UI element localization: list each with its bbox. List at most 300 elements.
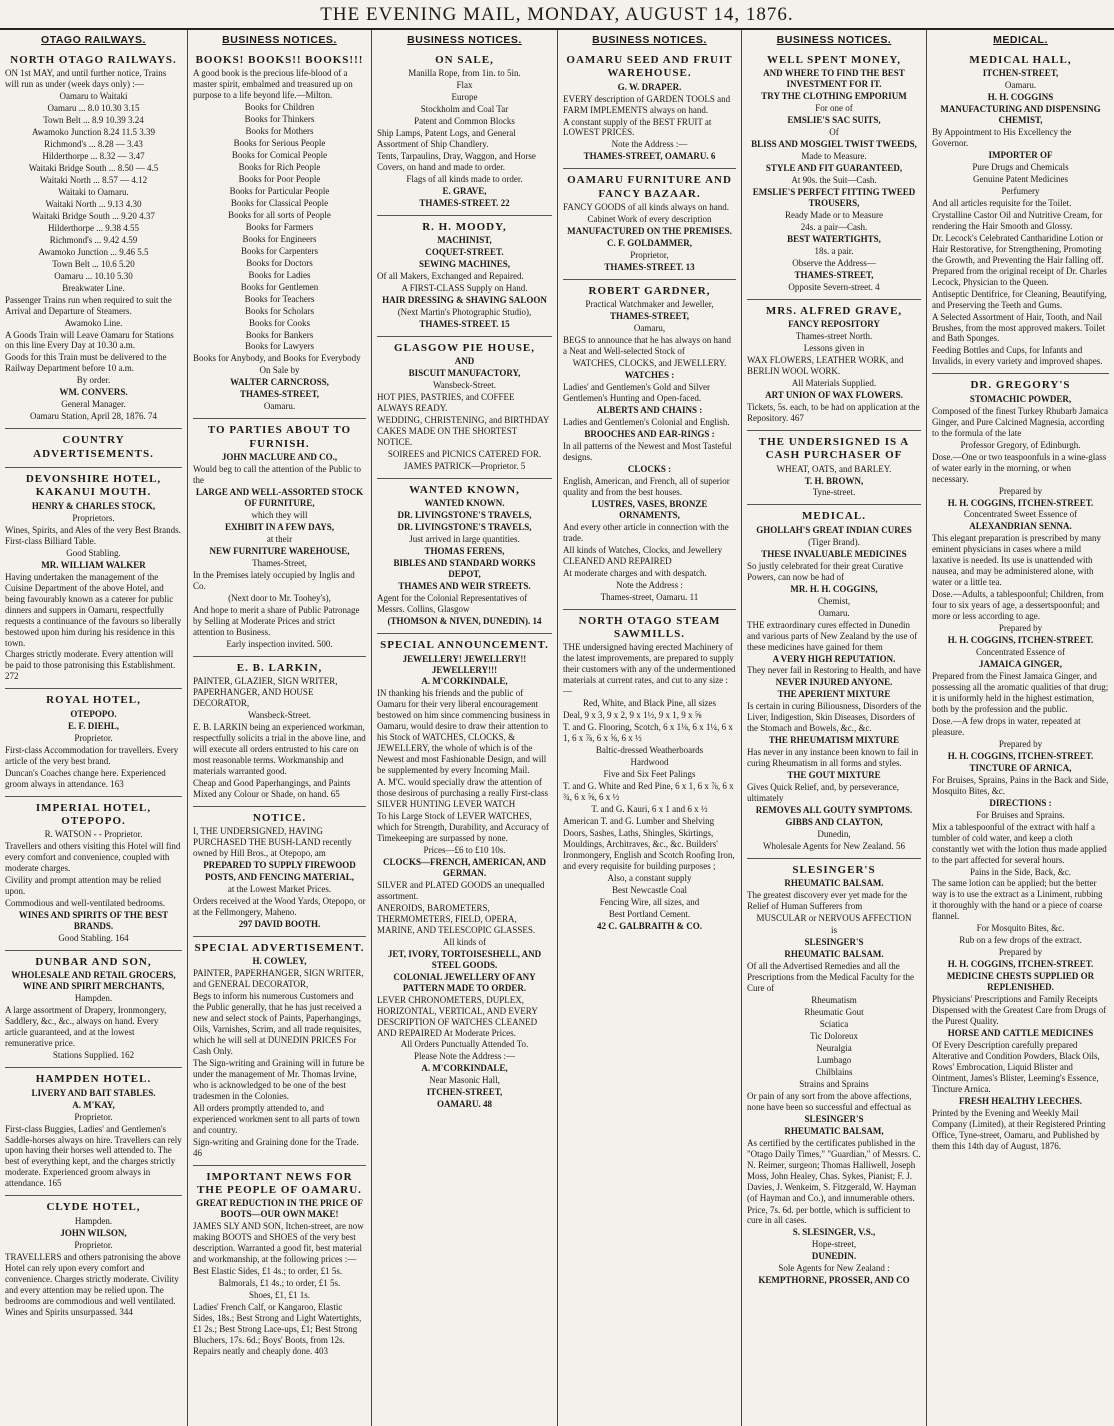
- ad-line: Proprietor.: [74, 1239, 113, 1250]
- ad-line: Civility and prompt attention may be relied upon.: [5, 875, 161, 897]
- ad-line: Books for Engineers: [242, 233, 317, 244]
- ad-line: THAMES-STREET. 22: [419, 197, 510, 208]
- ad-line: Sciatica: [819, 1019, 849, 1030]
- ad-line: Ladies and Gentlemen's Colonial and English.: [563, 417, 730, 428]
- ad-line: THAMES-STREET,: [609, 311, 690, 322]
- ad-line: Proprietor,: [630, 250, 669, 261]
- ad-line: MR. H. H. COGGINS,: [790, 583, 878, 594]
- ad-line: STYLE AND FIT GUARANTEED,: [765, 162, 903, 173]
- advertisement: [193, 419, 366, 656]
- ad-line: Town Belt ... 10.6 5.20: [52, 258, 135, 269]
- ad-line: Chilblains: [815, 1066, 853, 1077]
- ad-line: Neuralgia: [816, 1042, 852, 1053]
- ad-line: WATCHES, CLOCKS, and JEWELLERY.: [572, 358, 727, 369]
- ad-title: DUNBAR AND SON,: [35, 956, 152, 969]
- ad-line: Prepared by: [998, 738, 1043, 749]
- ad-line: By Appointment to His Excellency the Governor.: [932, 127, 1072, 149]
- advertisement: [747, 300, 921, 431]
- advertisement: [563, 169, 736, 280]
- ad-line: E. GRAVE,: [442, 185, 487, 196]
- ad-line: REMOVES ALL GOUTY SYMPTOMS.: [755, 805, 913, 816]
- ad-line: A FIRST-CLASS Supply on Hand.: [401, 283, 528, 294]
- ad-line: Books for Farmers: [245, 221, 314, 232]
- column-heading: BUSINESS NOTICES.: [592, 34, 707, 46]
- ad-title: ROBERT GARDNER,: [588, 285, 711, 298]
- ad-line: American T. and G. Lumber and Shelving: [563, 815, 715, 826]
- ad-line: at their: [266, 533, 293, 544]
- columns-container: [0, 30, 1114, 1426]
- ad-title: ON SALE,: [435, 53, 494, 66]
- ad-line: Waitaki North ... 8.57 — 4.12: [39, 174, 148, 185]
- advertisement: [5, 1068, 182, 1196]
- ad-line: Crystalline Castor Oil and Nutritive Cream, for rendering the Hair Smooth and Glossy.: [932, 209, 1103, 231]
- ad-line: Orders received at the Wood Yards, Otepopo, or at the Fellmongery, Maheno.: [193, 895, 366, 917]
- column-2: [188, 30, 372, 1426]
- ad-line: RHEUMATIC BALSAM,: [784, 1125, 884, 1136]
- ad-line: Made to Measure.: [801, 150, 867, 161]
- ad-line: Books for Classical People: [230, 197, 329, 208]
- ad-line: Perfumery: [1001, 185, 1040, 196]
- ad-line: T. H. BROWN,: [804, 475, 864, 486]
- ad-line: Hilderthorpe ... 8.32 — 3.47: [42, 150, 145, 161]
- ad-line: Europe: [451, 92, 478, 103]
- ad-line: is: [830, 925, 837, 936]
- ad-line: Books for Poor People: [238, 173, 321, 184]
- ad-line: Of all the Advertised Remedies and all the Prescriptions from the Medical Faculty for the Cure of: [747, 961, 914, 994]
- ad-line: HAIR DRESSING & SHAVING SALOON: [382, 295, 547, 306]
- ad-line: Proprietor.: [74, 732, 113, 743]
- ad-line: THAMES-STREET,: [239, 389, 320, 400]
- ad-line: A. M'CORKINDALE,: [421, 1063, 508, 1074]
- advertisement: [5, 951, 182, 1068]
- ad-line: T. and G. White and Red Pine, 6 x 1, 6 x ⅞, 6 x ¾, 6 x ⅝, 6 x ½: [563, 781, 734, 803]
- advertisement: [747, 859, 921, 1292]
- ad-line: (Next Martin's Photographic Studio),: [397, 307, 532, 318]
- ad-line: Wansbeck-Street.: [248, 709, 311, 720]
- ad-line: Pure Drugs and Chemicals: [972, 161, 1069, 172]
- column-1: [0, 30, 188, 1426]
- advertisement: [377, 337, 552, 479]
- ad-line: Rheumatism: [811, 995, 857, 1006]
- ad-line: RHEUMATIC BALSAM.: [784, 949, 884, 960]
- ad-line: EVERY description of GARDEN TOOLS and FARM IMPLEMENTS always on hand.: [563, 93, 731, 115]
- ad-line: Tyne-street.: [812, 487, 856, 498]
- advertisement: [563, 610, 736, 938]
- ad-line: Tic Doloreux: [810, 1030, 858, 1041]
- advertisement: [377, 634, 552, 1116]
- ad-line: Physicians' Prescriptions and Family Receipts Dispensed with the Greatest Care from Drugs of the Purest Quality.: [932, 994, 1107, 1027]
- ad-line: Oamaru.: [263, 401, 296, 412]
- ad-line: In all patterns of the Newest and Most Tasteful designs.: [563, 441, 732, 463]
- ad-line: IMPORTER OF: [988, 149, 1053, 160]
- ad-line: NEW FURNITURE WAREHOUSE,: [209, 545, 350, 556]
- ad-line: Cheap and Good Paperhangings, and Paints Mixed any Colour or Shade, on hand. 65: [193, 777, 351, 799]
- ad-line: Dose.—A few drops in water, repeated at pleasure.: [932, 715, 1081, 737]
- ad-line: GHOLLAH'S GREAT INDIAN CURES: [756, 524, 912, 535]
- ad-line: A. M'CORKINDALE,: [421, 676, 508, 687]
- ad-line: Please Note the Address :—: [414, 1051, 515, 1062]
- ad-line: JAMAICA GINGER,: [978, 659, 1062, 670]
- ad-line: THAMES-STREET,: [794, 269, 874, 280]
- ad-line: Balmorals, £1 4s.; to order, £1 5s.: [218, 1278, 341, 1289]
- advertisement: [377, 479, 552, 634]
- ad-line: Tickets, 5s. each, to be had on application at the Repository. 467: [747, 401, 920, 423]
- ad-line: Duncan's Coaches change here. Experienced groom always in attendance. 163: [5, 767, 166, 789]
- ad-line: Observe the Address—: [792, 257, 876, 268]
- column-heading: BUSINESS NOTICES.: [776, 34, 892, 46]
- ad-line: (Next door to Mr. Toohey's),: [228, 592, 331, 603]
- ad-line: At 90s. the Suit—Cash.: [791, 174, 877, 185]
- ad-line: WM. CONVERS.: [59, 387, 128, 398]
- ad-line: CLOCKS :: [627, 463, 672, 474]
- ad-line: MANUFACTURING AND DISPENSING CHEMIST,: [940, 104, 1101, 126]
- ad-line: ART UNION OF WAX FLOWERS.: [765, 389, 903, 400]
- ad-line: Best Elastic Sides, £1 4s.; to order, £1 5s.: [193, 1266, 343, 1277]
- ad-line: C. F. GOLDAMMER,: [607, 238, 692, 249]
- ad-line: Hilderthorpe ... 9.38 4.55: [48, 222, 139, 233]
- ad-title: SPECIAL ADVERTISEMENT.: [194, 941, 365, 954]
- ad-line: Fencing Wire, all sizes, and: [599, 896, 700, 907]
- ad-line: Sole Agents for New Zealand :: [778, 1263, 890, 1274]
- ad-line: TRAVELLERS and others patronising the above Hotel can rely upon every comfort and convenience. Charges strictly moderate. Civility and every attention may be relied upon. The bedrooms are commodious and well ventilated. Wines and Spirits unsurpassed. 344: [5, 1251, 181, 1317]
- ad-line: Prepared from the Finest Jamaica Ginger, and possessing all the aromatic qualities of that drug; it is uniformly held in the highest estimation, both by the profession and the public.: [932, 671, 1109, 714]
- ad-line: Deal, 9 x 3, 9 x 2, 9 x 1½, 9 x 1, 9 x ⅝: [563, 710, 702, 721]
- ad-line: Books for Carpenters: [241, 245, 318, 256]
- ad-line: All kinds of: [442, 936, 486, 947]
- ad-line: For one of: [815, 103, 853, 114]
- ad-line: KEMPTHORNE, PROSSER, AND CO: [758, 1275, 910, 1286]
- ad-line: EMSLIE'S PERFECT FITTING TWEED TROUSERS,: [752, 186, 916, 208]
- ad-title: IMPORTANT NEWS FOR THE PEOPLE OF OAMARU.: [197, 1170, 362, 1197]
- ad-line: COQUET-STREET.: [425, 247, 504, 258]
- ad-line: Early inspection invited. 500.: [226, 638, 333, 649]
- ad-line: THAMES-STREET. 15: [419, 319, 510, 330]
- ad-line: Books for Children: [244, 102, 315, 113]
- ad-line: Concentrated Sweet Essence of: [963, 509, 1078, 520]
- ad-line: Agent for the Colonial Representatives of Messrs. Collins, Glasgow: [377, 593, 528, 615]
- ad-line: Thames-street, Oamaru. 11: [600, 591, 699, 602]
- ad-line: Prepared by: [998, 947, 1043, 958]
- ad-line: Lumbago: [816, 1054, 852, 1065]
- ad-title: NORTH OTAGO RAILWAYS.: [10, 53, 177, 66]
- ad-line: G. W. DRAPER.: [617, 81, 682, 92]
- ad-line: Stations Supplied. 162: [52, 1050, 135, 1061]
- ad-line: Ladies' and Gentlemen's Gold and Silver Gentlemen's Hunting and Open-faced.: [563, 382, 710, 404]
- ad-line: Books for Teachers: [244, 293, 315, 304]
- ad-line: First-class Accommodation for travellers. Every article of the very best brand.: [5, 744, 179, 766]
- ad-line: OTEPOPO.: [70, 708, 117, 719]
- ad-line: which they will: [251, 509, 308, 520]
- ad-line: Goods for this Train must be delivered to the Railway Department before 10 a.m.: [5, 352, 167, 374]
- ad-line: Printed by the Evening and Weekly Mail Company (Limited), at their Registered Printing Office, Tyne-street, Oamaru, and Published by them this 14th day of August, 1876.: [932, 1107, 1106, 1151]
- advertisement: [5, 468, 182, 689]
- ad-line: And hope to merit a share of Public Patronage by Selling at Moderate Prices and strict attention to Business.: [193, 604, 360, 637]
- ad-line: Price, 7s. 6d. per bottle, which is sufficient to cure in all cases.: [747, 1204, 911, 1226]
- ad-title: WELL SPENT MONEY,: [766, 53, 902, 66]
- ad-line: Red, White, and Black Pine, all sizes: [582, 698, 717, 709]
- ad-line: MEDICINE CHESTS SUPPLIED OR REPLENISHED.: [946, 971, 1095, 993]
- ad-title: OAMARU FURNITURE AND FANCY BAZAAR.: [567, 174, 732, 200]
- ad-line: Near Masonic Hall,: [429, 1075, 500, 1086]
- ad-line: EXHIBIT IN A FEW DAYS,: [224, 521, 335, 532]
- ad-line: JEWELLERY! JEWELLERY!! JEWELLERY!!!: [402, 653, 527, 675]
- ad-line: ON 1st MAY, and until further notice, Trains will run as under (week days only) :—: [5, 68, 167, 90]
- ad-line: Of all Makers, Exchanged and Repaired.: [377, 271, 524, 282]
- ad-line: THAMES-STREET, OAMARU. 6: [583, 151, 716, 162]
- ad-line: By order.: [76, 375, 111, 386]
- ad-line: Books for all sorts of People: [228, 209, 331, 220]
- ad-line: H. H. COGGINS, ITCHEN-STREET.: [947, 497, 1094, 508]
- ad-title: NORTH OTAGO STEAM SAWMILLS.: [578, 614, 721, 641]
- ad-line: Waitaki Bridge South ... 9.20 4.37: [32, 210, 155, 221]
- ad-line: MR. WILLIAM WALKER: [41, 559, 146, 570]
- ad-line: H. H. COGGINS, ITCHEN-STREET.: [947, 959, 1094, 970]
- ad-line: A large assortment of Drapery, Ironmongery, Saddlery, &c., &c., always on hand. Every article guaranteed, and at the lowest remunerative price.: [5, 1005, 167, 1049]
- ad-line: The same lotion can be applied; but the better way is to use the extract as a Liniment, rubbing it thoroughly with the hand or a piece of coarse flannel.: [932, 878, 1103, 922]
- ad-line: THAMES-STREET. 13: [604, 262, 695, 273]
- ad-line: Note the Address :: [616, 579, 683, 590]
- ad-line: Awamoko Junction ... 9.46 5.5: [38, 246, 149, 257]
- ad-line: BEST WATERTIGHTS,: [787, 233, 881, 244]
- advertisement: [5, 429, 182, 468]
- advertisement: [377, 216, 552, 337]
- ad-line: ANEROIDS, BAROMETERS, THERMOMETERS, FIELD, OPERA, MARINE, AND TELESCOPIC GLASSES.: [377, 902, 536, 935]
- ad-line: Opposite Severn-street. 4: [788, 281, 880, 292]
- ad-line: Thames-Street,: [252, 557, 307, 568]
- ad-line: BISCUIT MANUFACTORY,: [408, 368, 521, 379]
- ad-title: WANTED KNOWN,: [409, 484, 520, 497]
- ad-title: ROYAL HOTEL,: [46, 694, 141, 707]
- ad-line: ALBERTS AND CHAINS :: [596, 405, 703, 416]
- ad-line: GREAT REDUCTION IN THE PRICE OF BOOTS—OUR OWN MAKE!: [196, 1198, 363, 1220]
- ad-line: STOMACHIC POWDER,: [969, 393, 1072, 404]
- advertisement: [377, 49, 552, 216]
- ad-line: PREPARED TO SUPPLY FIREWOOD: [203, 859, 356, 870]
- ad-line: Pains in the Side, Back, &c.: [970, 866, 1071, 877]
- ad-line: Books for Mothers: [245, 126, 314, 137]
- ad-line: So justly celebrated for their great Curative Powers, can now be had of: [747, 560, 903, 582]
- ad-line: SLESINGER'S: [804, 1113, 864, 1124]
- ad-line: I, THE UNDERSIGNED, HAVING PURCHASED THE BUSH-LAND recently owned by Hill Bros., at Otepopo, am: [193, 826, 352, 858]
- ad-line: Books for Lawyers: [245, 341, 314, 352]
- ad-line: Books for Bankers: [245, 329, 314, 340]
- ad-line: THOMAS FERENS,: [424, 546, 505, 557]
- ad-line: The Sign-writing and Graining will in future be under the management of Mr. Thomas Irvine, who is acknowledged to be one of the best tradesmen in the Colonies.: [193, 1057, 365, 1101]
- ad-line: 18s. a pair.: [814, 245, 854, 256]
- ad-line: Books for Ladies: [248, 269, 311, 280]
- ad-line: OAMARU. 48: [437, 1099, 492, 1110]
- ad-line: Baltic-dressed Weatherboards: [595, 745, 704, 756]
- ad-line: Proprietor.: [74, 1111, 113, 1122]
- ad-line: NEVER INJURED ANYONE.: [775, 677, 893, 688]
- advertisement: [932, 49, 1109, 375]
- column-3: [372, 30, 558, 1426]
- ad-line: (Tiger Brand).: [808, 536, 860, 547]
- ad-line: Mix a tablespoonful of the extract with half a tumbler of cold water, and keep a cloth constantly wet with the lotion thus made applied to the part affected for several hours.: [932, 821, 1107, 865]
- ad-line: GIBBS AND CLAYTON,: [785, 817, 883, 828]
- ad-line: DUNEDIN.: [811, 1251, 857, 1262]
- ad-line: Books for Particular People: [229, 185, 330, 196]
- ad-line: Also, a constant supply: [607, 872, 692, 883]
- advertisement: [563, 49, 736, 170]
- ad-line: Hope-street,: [811, 1239, 857, 1250]
- ad-line: Feeding Bottles and Cups, for Infants and Invalids, in every variety and improved shapes.: [932, 345, 1103, 367]
- ad-line: DR. LIVINGSTONE'S TRAVELS,: [397, 510, 532, 521]
- ad-line: Awamoko Junction 8.24 11.5 3.39: [31, 127, 156, 138]
- ad-line: THE RHEUMATISM MIXTURE: [768, 735, 900, 746]
- ad-title: THE UNDERSIGNED IS A CASH PURCHASER OF: [758, 435, 910, 462]
- ad-line: Wansbeck-Street.: [433, 380, 496, 391]
- ad-line: R. WATSON - - Proprietor.: [44, 829, 143, 840]
- ad-line: AND WHERE TO FIND THE BEST INVESTMENT FOR IT.: [763, 68, 905, 90]
- ad-line: Five and Six Feet Palings: [603, 769, 696, 780]
- ad-line: Oamaru.: [818, 607, 850, 618]
- ad-line: Oamaru,: [633, 323, 666, 334]
- ad-line: General Manager.: [61, 399, 126, 410]
- ad-line: THESE INVALUABLE MEDICINES: [761, 548, 907, 559]
- ad-line: Strains and Sprains: [799, 1078, 869, 1089]
- ad-line: JOHN MACLURE AND CO.,: [221, 452, 338, 463]
- ad-line: As certified by the certificates published in the "Otago Daily Times," "Guardian," of Messrs. C. N. Reimer, surgeon; Thomas Halliwell, Joseph Moss, John Healey, Chas. Sykes, Pianist; F. J. Davies, J. Wenkeim, S. Fitzgerald, W. Hayman (of Hayman and Co.), and innumerable others.: [747, 1137, 921, 1203]
- ad-line: LIVERY AND BAIT STABLES.: [31, 1087, 156, 1098]
- ad-line: SOIREES and PICNICS CATERED FOR.: [387, 449, 542, 460]
- ad-line: ALEXANDRIAN SENNA.: [969, 521, 1072, 532]
- ad-line: ITCHEN-STREET,: [426, 1087, 503, 1098]
- ad-line: JAMES PATRICK—Proprietor. 5: [403, 461, 526, 472]
- ad-line: Commodious and well-ventilated bedrooms.: [5, 898, 165, 909]
- ad-line: For Bruises, Sprains, Pains in the Back and Side, Mosquito Bites, &c.: [932, 774, 1109, 796]
- ad-line: PAINTER, PAPERHANGER, SIGN WRITER, and GENERAL DECORATOR,: [193, 968, 364, 990]
- ad-line: WATCHES :: [624, 370, 675, 381]
- ad-line: For Mosquito Bites, &c.: [976, 923, 1065, 934]
- ad-line: JOHN WILSON,: [60, 1227, 127, 1238]
- ad-line: Richmond's ... 9.42 4.59: [49, 234, 138, 245]
- ad-line: at the Lowest Market Prices.: [227, 883, 332, 894]
- ad-line: Hardwood: [630, 757, 669, 768]
- ad-line: Breakwater Line.: [62, 282, 125, 293]
- ad-line: Sign-writing and Graining done for the Trade. 46: [193, 1136, 359, 1158]
- ad-line: Dr. Lecock's Celebrated Cantharidine Lotion or Hair Restorative, for Strengthening, Promoting the Growth, and Preventing the Hair falling off. Prepared from the original receipt of Dr. Charles Lecock, Physician to the Queen.: [932, 232, 1107, 287]
- ad-line: On Sale by: [259, 365, 300, 376]
- advertisement: [563, 280, 736, 610]
- ad-line: Practical Watchmaker and Jeweller,: [585, 299, 714, 310]
- ad-line: Books for Gentlemen: [240, 281, 319, 292]
- ad-line: Travellers and others visiting this Hotel will find every comfort and convenience, coupled with moderate charges.: [5, 841, 181, 874]
- ad-line: For Bruises and Sprains.: [976, 809, 1065, 820]
- ad-line: In the Premises lately occupied by Inglis and Co.: [193, 569, 355, 591]
- ad-line: JET, IVORY, TORTOISESHELL, AND STEEL GOODS.: [387, 948, 542, 970]
- ad-line: WINES AND SPIRITS OF THE BEST BRANDS.: [18, 910, 169, 932]
- ad-title: MEDICAL HALL,: [969, 53, 1072, 66]
- ad-line: T. and G. Kauri, 6 x 1 and 6 x ½: [591, 803, 708, 814]
- advertisement: [193, 1166, 366, 1363]
- ad-line: All Orders Punctually Attended To.: [400, 1039, 529, 1050]
- ad-line: HOT PIES, PASTRIES, and COFFEE ALWAYS READY.: [377, 392, 515, 414]
- ad-line: Rub on a few drops of the extract.: [959, 935, 1082, 946]
- ad-line: Stockholm and Coal Tar: [420, 104, 509, 115]
- ad-line: Prices—£6 to £10 10s.: [423, 845, 506, 856]
- ad-line: Professor Gregory, of Edinburgh.: [960, 439, 1081, 450]
- ad-line: Passenger Trains run when required to suit the Arrival and Departure of Steamers.: [5, 294, 172, 316]
- advertisement: [5, 689, 182, 796]
- column-6: [927, 30, 1114, 1426]
- ad-line: Is certain in curing Biliousness, Disorders of the Liver, Indigestion, Skin Diseases, Disorders of the Stomach and Bowels, &c., &c.: [747, 701, 921, 734]
- ad-line: SEWING MACHINES,: [418, 259, 510, 270]
- ad-line: Ladies' French Calf, or Kangaroo, Elastic Sides, 18s.; Best Strong and Light Watertights, £1 2s.; Best Strong Lace-ups, £1; Best Strong Bluchers, 17s. 6d.; Boys' Boots, from 12s. Repairs neatly and cheaply done. 403: [193, 1302, 362, 1357]
- ad-line: At moderate charges and with despatch.: [563, 567, 707, 578]
- ad-line: Prepared by: [998, 623, 1043, 634]
- ad-line: Thames-street North.: [795, 330, 873, 341]
- ad-line: Awamoko Line.: [64, 317, 123, 328]
- ad-line: A Selected Assortment of Hair, Tooth, and Nail Brushes, from the most approved makers. Toilet and Bath Sponges.: [932, 311, 1106, 344]
- ad-line: SLESINGER'S: [804, 937, 864, 948]
- ad-line: 42 C. GALBRAITH & CO.: [596, 920, 702, 931]
- ad-line: Dunedin,: [817, 829, 851, 840]
- ad-line: Books for Anybody, and Books for Everybody: [193, 353, 361, 364]
- ad-line: Waitaki Bridge South ... 8.50 — 4.5: [28, 162, 159, 173]
- ad-line: E. F. DIEHL,: [68, 720, 119, 731]
- advertisement: [193, 657, 366, 807]
- ad-line: AND: [454, 356, 475, 367]
- ad-line: Genuine Patent Medicines: [973, 173, 1068, 184]
- ad-line: To his Large Stock of LEVER WATCHES, which for Strength, Durability, and Accuracy of Timekeeping are surpassed by none.: [377, 811, 549, 844]
- ad-line: Having undertaken the management of the Cuisine Department of the above Hotel, and being favourably known as a caterer for public dinners and suppers in Oamaru, respectfully requests a continuance of the favours so liberally bestowed upon him during his residence in this town.: [5, 571, 182, 648]
- ad-line: Town Belt ... 8.9 10.39 3.24: [43, 115, 144, 126]
- ad-line: Manilla Rope, from 1in. to 5in.: [408, 68, 521, 79]
- column-4: [558, 30, 742, 1426]
- ad-line: WALTER CARNCROSS,: [230, 377, 329, 388]
- ad-line: Books for Comical People: [231, 149, 328, 160]
- ad-title: OAMARU SEED AND FRUIT WAREHOUSE.: [566, 53, 733, 80]
- ad-line: A. M'C. would specially draw the attention of those desirous of purchasing a really First-class SILVER HUNTING LEVER WATCH: [377, 777, 548, 810]
- ad-title: TO PARTIES ABOUT TO FURNISH.: [207, 424, 352, 450]
- ad-line: THE GOUT MIXTURE: [787, 770, 881, 781]
- ad-title: COUNTRY ADVERTISEMENTS.: [33, 434, 154, 460]
- ad-line: 24s. a pair—Cash.: [800, 221, 868, 232]
- ad-line: Begs to inform his numerous Customers and the Public generally, that he has just received a new and select stock of Paints, Paperhangings, Oils, Varnishes, Scrim, and all trade requisites, which he will sell at DUNEDIN PRICES For Cash Only.: [193, 991, 362, 1056]
- ad-line: DR. LIVINGSTONE'S TRAVELS,: [397, 522, 532, 533]
- ad-line: Hampden.: [74, 993, 113, 1004]
- column-heading: OTAGO RAILWAYS.: [41, 34, 146, 46]
- ad-title: MEDICAL.: [802, 510, 866, 523]
- ad-line: TRY THE CLOTHING EMPORIUM: [761, 91, 907, 102]
- ad-line: FANCY REPOSITORY: [788, 319, 880, 330]
- ad-line: Oamaru.: [1004, 80, 1037, 91]
- ad-line: H. H. COGGINS: [987, 92, 1054, 103]
- ad-line: Dose.—Adults, a tablespoonful; Children, from four to six years of age, a dessertspoonful; and more or less according to age.: [932, 589, 1104, 622]
- ad-line: (THOMSON & NIVEN, DUNEDIN). 14: [387, 616, 542, 627]
- ad-line: Chemist,: [817, 595, 851, 606]
- ad-line: Rheumatic Gout: [804, 1007, 864, 1018]
- ad-line: English, American, and French, all of superior quality and from the best houses.: [563, 475, 730, 497]
- ad-line: Ready Made or to Measure: [785, 209, 883, 220]
- advertisement: [747, 431, 921, 506]
- ad-line: WAX FLOWERS, LEATHER WORK, and BERLIN WOOL WORK.: [747, 354, 904, 376]
- ad-line: MACHINIST,: [437, 235, 492, 246]
- ad-line: And all articles requisite for the Toilet.: [932, 197, 1072, 208]
- ad-line: TINCTURE OF ARNICA,: [969, 762, 1072, 773]
- ad-line: Hampden.: [74, 1215, 113, 1226]
- ad-title: HAMPDEN HOTEL.: [35, 1073, 152, 1086]
- ad-line: WANTED KNOWN.: [424, 498, 505, 509]
- advertisement: [932, 374, 1109, 1157]
- ad-line: FANCY GOODS of all kinds always on hand.: [563, 202, 729, 213]
- ad-line: First-class Buggies, Ladies' and Gentlemen's Saddle-horses always on hire. Travellers can rely upon having their horses well attended to. The best of everything kept, and the charges strictly moderate. Experienced groom always in attendance. 165: [5, 1123, 182, 1189]
- ad-line: BROOCHES AND EAR-RINGS :: [584, 429, 715, 440]
- ad-line: WHOLESALE AND RETAIL GROCERS, WINE AND SPIRIT MERCHANTS,: [11, 970, 176, 992]
- ad-line: LUSTRES, VASES, BRONZE ORNAMENTS,: [591, 498, 708, 520]
- advertisement: [5, 49, 182, 429]
